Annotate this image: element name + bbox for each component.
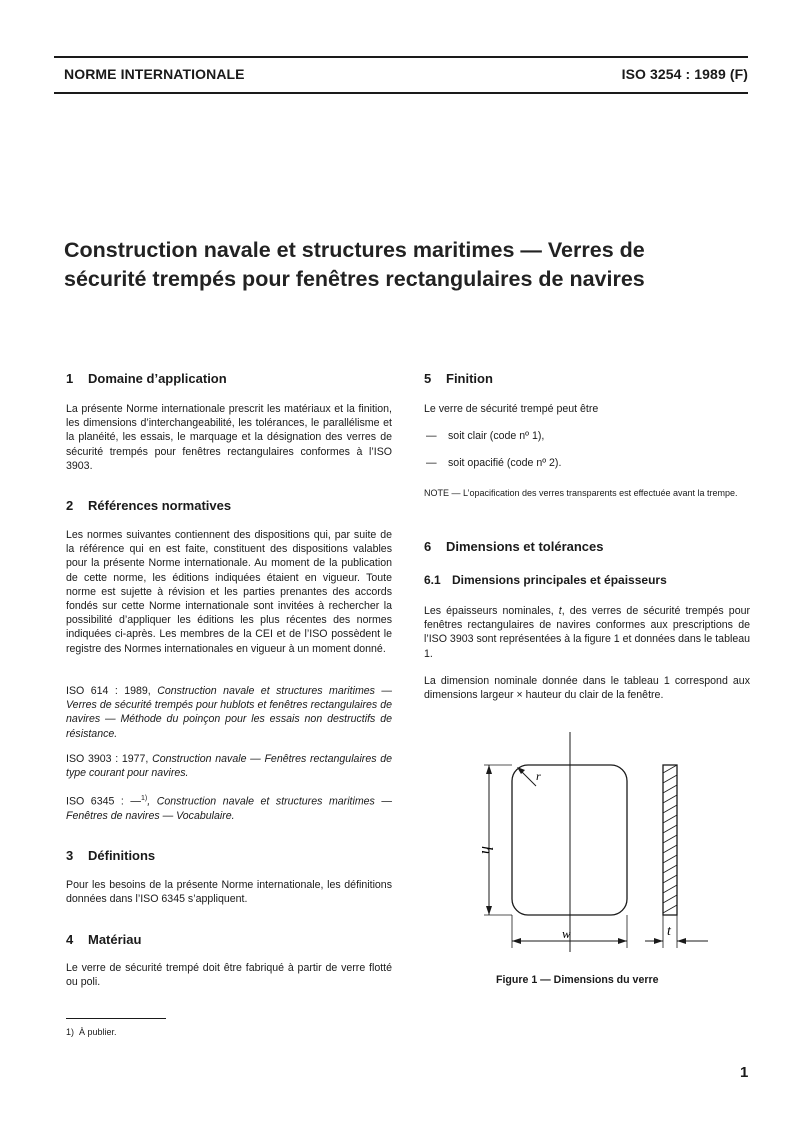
header-left: NORME INTERNATIONALE [64,66,245,82]
glass-section-outline [663,765,677,915]
figure-1-glass-diagram [470,728,720,958]
section-3-heading: 3 Définitions [66,848,156,863]
section-3-text: Pour les besoins de la présente Norme internationale, les définitions données dans l’ISO 6345 s’appliquent. [66,879,392,906]
height-arrow-bottom [486,906,492,915]
radius-arrow-head [517,767,525,774]
section-2-heading: 2 Références normatives [66,498,232,513]
label-h: h [478,846,495,854]
section-4-text: Le verre de sécurité trempé doit être fabriqué à partir de verre flotté ou poli. [66,962,392,989]
section-1-text: La présente Norme internationale prescrit les matériaux et la finition, les dimensions d’interchangeabilité, les tolérances, le parallélisme et la planéité, les essais, le marquage et la désignation des verres de sécurité trempés pour fenêtres rectangulaires conformes à l’ISO 3903. [66,403,392,472]
footnote: 1) À publier. [66,1027,117,1037]
figure-1-caption: Figure 1 — Dimensions du verre [496,974,659,986]
finish-option-opaque: — soit opacifié (code nº 2). [426,457,562,469]
label-w: w [562,926,571,941]
document-title: Construction navale et structures maritimes — Verres de sécurité trempés pour fenêtres rectangulaires de navires [64,238,645,291]
header-top-rule [54,56,748,58]
width-arrow-right [618,938,627,944]
reference-iso-6345: ISO 6345 : —$^{1)}$, Construction navale et structures maritimes — Fenêtres de navires — Vocabulaire. [66,795,392,822]
section-4-heading: 4 Matériau [66,932,142,947]
section-5-heading: 5 Finition [424,371,493,386]
section-6-1-para-2: La dimension nominale donnée dans le tableau 1 correspond aux dimensions largeur × hauteur du clair de la fenêtre. [424,675,750,702]
height-arrow-top [486,765,492,774]
footnote-rule [66,1018,166,1019]
label-t: t [667,924,671,939]
section-6-heading: 6 Dimensions et tolérances [424,539,604,554]
glass-section-hatching [663,765,677,913]
reference-iso-3903: ISO 3903 : 1977, Construction navale — Fenêtres rectangulaires de type courant pour navires. [66,753,392,780]
label-r: r [536,769,541,783]
section-2-text: Les normes suivantes contiennent des dispositions qui, par suite de la référence qui en est faite, constituent des dispositions valables pour la présente Norme internationale. Au moment de la publication de cette norme, les éditions indiquées étaient en vigueur. Toute norme est sujette à révision et les parties prenantes des accords fondés sur cette Norme internationale sont invitées à rechercher la possibilité d’appliquer les éditions les plus récentes des normes indiquées ci-après. Les membres de la CEI et de l’ISO possèdent le registre des Normes internationales en vigueur à un moment donné. [66,529,392,655]
page-number: 1 [740,1064,749,1081]
thickness-arrow-right [677,938,686,944]
header-bottom-rule [54,92,748,94]
header-right: ISO 3254 : 1989 (F) [621,66,748,82]
section-1-heading: 1 Domaine d’application [66,371,227,386]
section-5-note: NOTE — L’opacification des verres transparents est effectuée avant la trempe. [424,488,738,498]
section-6-1-para-1: Les épaisseurs nominales, t, des verres de sécurité trempés pour fenêtres rectangulaires de navires conformes aux prescriptions de l’ISO 3903 sont représentées à la figure 1 et données dans le tableau 1. [424,605,751,660]
finish-option-clear: — soit clair (code nº 1), [426,430,545,442]
section-6-1-heading: 6.1 Dimensions principales et épaisseurs [424,573,667,587]
reference-iso-614: ISO 614 : 1989, Construction navale et structures maritimes — Verres de sécurité trempés pour hublots et fenêtres rectangulaires de navires — Méthode du poinçon pour les essais non destructifs de résistance. [66,685,393,740]
section-5-intro: Le verre de sécurité trempé peut être [424,403,599,415]
thickness-arrow-left [654,938,663,944]
width-arrow-left [512,938,521,944]
